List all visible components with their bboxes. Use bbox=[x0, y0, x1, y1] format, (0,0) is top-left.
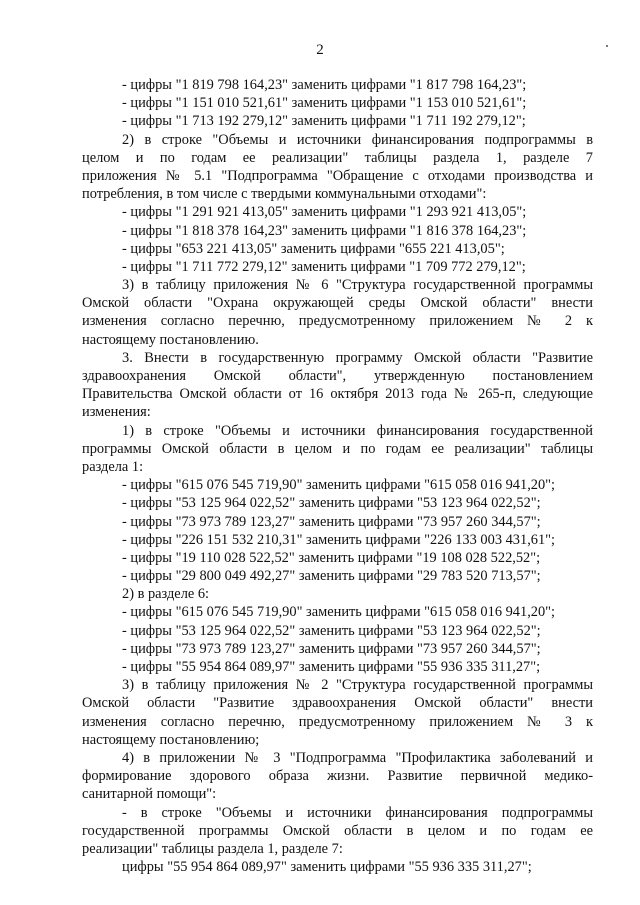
text-line: изменения: bbox=[82, 404, 151, 421]
text-line: - цифры "226 151 532 210,31" заменить цифрами "226 133 003 431,61"; bbox=[122, 531, 556, 548]
text-line: изменения согласно перечню, предусмотренному приложением № 3 к bbox=[82, 713, 593, 730]
text-line: 3. Внести в государственную программу Омской области "Развитие bbox=[122, 349, 593, 366]
text-line: здравоохранения Омской области", утвержденную постановлением bbox=[82, 368, 593, 384]
text-line: реализации" таблицы раздела 1, разделе 7: bbox=[82, 840, 343, 857]
text-line: Омской области "Развитие здравоохранения Омской области" внести bbox=[82, 695, 593, 712]
page-number: 2 bbox=[316, 42, 324, 58]
text-line: настоящему постановлению; bbox=[82, 731, 260, 748]
text-line: санитарной помощи": bbox=[82, 786, 217, 803]
document-body bbox=[82, 76, 593, 876]
text-line: приложения № 5.1 "Подпрограмма "Обращение с отходами производства и bbox=[82, 167, 593, 184]
text-line: - цифры "1 151 010 521,61" заменить цифрами "1 153 010 521,61"; bbox=[122, 95, 527, 112]
text-line: изменения согласно перечню, предусмотренному приложением № 2 к bbox=[82, 313, 593, 330]
text-line: - цифры "615 076 545 719,90" заменить цифрами "615 058 016 941,20"; bbox=[122, 477, 556, 494]
scan-speck bbox=[606, 45, 608, 47]
text-line: 3) в таблицу приложения № 2 "Структура государственной программы bbox=[122, 677, 593, 694]
text-line: - цифры "1 818 378 164,23" заменить цифрами "1 816 378 164,23"; bbox=[122, 222, 527, 239]
text-line: 4) в приложении № 3 "Подпрограмма "Профилактика заболеваний и bbox=[122, 749, 593, 766]
text-line: раздела 1: bbox=[82, 458, 144, 475]
text-line: настоящему постановлению. bbox=[82, 331, 259, 348]
text-line: - цифры "29 800 049 492,27" заменить цифрами "29 783 520 713,57"; bbox=[122, 568, 541, 585]
text-line: - цифры "53 125 964 022,52" заменить цифрами "53 123 964 022,52"; bbox=[122, 622, 541, 639]
text-line: - цифры "73 973 789 123,27" заменить цифрами "73 957 260 344,57"; bbox=[122, 640, 541, 657]
text-line: Правительства Омской области от 16 октября 2013 года № 265-п, следующие bbox=[82, 386, 593, 403]
text-line: - цифры "55 954 864 089,97" заменить цифрами "55 936 335 311,27"; bbox=[122, 659, 541, 675]
text-line: - цифры "1 291 921 413,05" заменить цифрами "1 293 921 413,05"; bbox=[122, 204, 527, 221]
text-line: - цифры "1 819 798 164,23" заменить цифрами "1 817 798 164,23"; bbox=[122, 77, 527, 93]
text-line: 3) в таблицу приложения № 6 "Структура государственной программы bbox=[122, 277, 593, 294]
text-line: - цифры "19 110 028 522,52" заменить цифрами "19 108 028 522,52"; bbox=[122, 549, 541, 566]
text-line: 2) в разделе 6: bbox=[122, 586, 210, 603]
text-line: - цифры "653 221 413,05" заменить цифрами "655 221 413,05"; bbox=[122, 240, 505, 257]
text-line: - цифры "73 973 789 123,27" заменить цифрами "73 957 260 344,57"; bbox=[122, 513, 541, 530]
text-line: 2) в строке "Объемы и источники финансирования подпрограммы в bbox=[122, 131, 593, 148]
text-line: формирование здорового образа жизни. Развитие первичной медико- bbox=[82, 768, 593, 785]
text-line: программы Омской области в целом и по годам ее реализации" таблицы bbox=[82, 440, 593, 457]
text-line: Омской области "Охрана окружающей среды Омской области" внести bbox=[82, 295, 593, 312]
text-line: - цифры "615 076 545 719,90" заменить цифрами "615 058 016 941,20"; bbox=[122, 604, 556, 621]
text-line: - цифры "1 713 192 279,12" заменить цифрами "1 711 192 279,12"; bbox=[122, 113, 526, 130]
text-line: государственной программы Омской области в целом и по годам ее bbox=[82, 822, 593, 839]
text-line: целом и по годам ее реализации" таблицы раздела 1, разделе 7 bbox=[82, 149, 593, 166]
text-line: 1) в строке "Объемы и источники финансирования государственной bbox=[122, 422, 593, 439]
text-line: - цифры "1 711 772 279,12" заменить цифрами "1 709 772 279,12"; bbox=[122, 258, 526, 275]
text-line: - цифры "53 125 964 022,52" заменить цифрами "53 123 964 022,52"; bbox=[122, 495, 541, 512]
text-line: цифры "55 954 864 089,97" заменить цифрами "55 936 335 311,27"; bbox=[122, 859, 532, 876]
text-line: потребления, в том числе с твердыми коммунальными отходами": bbox=[82, 186, 487, 203]
text-line: - в строке "Объемы и источники финансирования подпрограммы bbox=[122, 804, 593, 821]
